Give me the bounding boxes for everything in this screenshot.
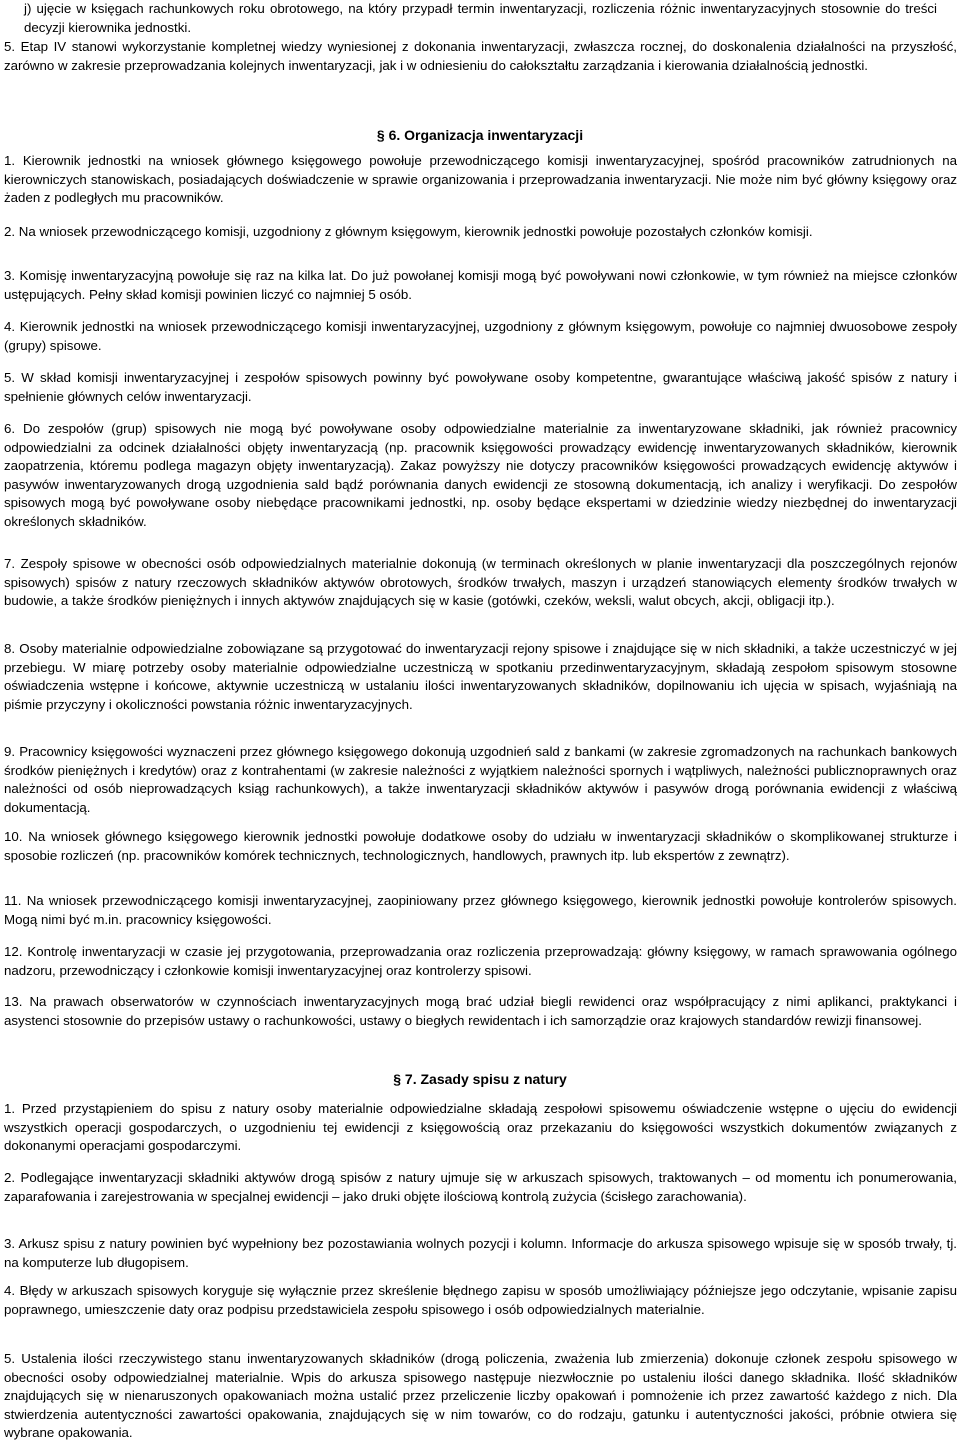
s6-paragraph-4: 4. Kierownik jednostki na wniosek przewodniczącego komisji inwentaryzacyjnej, uzgodniony z głównym księgowym, powołuje co najmniej dwuosobowe zespoły (grupy) spisowe.	[4, 319, 957, 353]
s6-paragraph-10: 10. Na wniosek głównego księgowego kierownik jednostki powołuje dodatkowe osoby do udziału w inwentaryzacji składników o skomplikowanej strukturze i sposobie rozliczeń (np. pracowników komórek technicznych, technologicznych, handlowych, prawnych itp. lub ekspertów z zewnątrz).	[4, 829, 957, 863]
s6-paragraph-5: 5. W skład komisji inwentaryzacyjnej i zespołów spisowych powinny być powoływane osoby kompetentne, gwarantujące właściwą jakość spisów z natury i spełnienie głównych celów inwentaryzacji.	[4, 370, 957, 404]
s6-paragraph-13: 13. Na prawach obserwatorów w czynnościach inwentaryzacyjnych mogą brać udział biegli rewidenci oraz współpracujący z nimi aplikanci, praktykanci i asystenci stosownie do przepisów ustawy o rachunkowości, ustawy o biegłych rewidentach i ich samorządzie oraz krajowych standardów rewizji finansowej.	[4, 994, 957, 1028]
s7-paragraph-4: 4. Błędy w arkuszach spisowych koryguje się wyłącznie przez skreślenie błędnego zapisu w sposób umożliwiający późniejsze jego odczytanie, wpisanie zapisu poprawnego, umieszczenie daty oraz podpisu przedstawiciela zespołu spisowego i osób odpowiedzialnych materialnie.	[4, 1283, 957, 1317]
item-5-paragraph: 5. Etap IV stanowi wykorzystanie kompletnej wiedzy wyniesionej z dokonania inwentaryzacji, zwłaszcza rocznej, do doskonalenia działalności na przyszłość, zarówno w zakresie przeprowadzania kolejnych inwentaryzacji, jak i w odniesieniu do całokształtu zarządzania i kierowania działalnością jednostki.	[4, 39, 957, 73]
s7-paragraph-5: 5. Ustalenia ilości rzeczywistego stanu inwentaryzowanych składników (drogą policzenia, zważenia lub zmierzenia) dokonuje członek zespołu spisowego w obecności osoby odpowiedzialnej materialnie. Wpis do arkusza spisowego następuje niezwłocznie po ustaleniu ilości danego składnika. Ilość składników znajdujących się w nienaruszonych opakowaniach można ustalić przez przeliczenie liczby opakowań i pomnożenie ich przez zawartość każdego z nich. Dla stwierdzenia autentyczności zawartości opakowania, znajdujących się w nim towarów, co do rodzaju, gatunku i autentyczności jakości, próbnie otwiera się wybrane opakowania.	[4, 1351, 957, 1440]
s7-paragraph-1: 1. Przed przystąpieniem do spisu z natury osoby materialnie odpowiedzialne składają zespołowi spisowemu oświadczenie wstępne o ujęciu do ewidencji wszystkich operacji gospodarczych, o uzgodnieniu tej ewidencji z księgowością oraz przekazaniu do księgowości wszystkich dokumentów związanych z dokonanymi operacjami gospodarczymi.	[4, 1101, 957, 1153]
item-j-paragraph: j) ujęcie w księgach rachunkowych roku obrotowego, na który przypadł termin inwentaryzacji, rozliczenia różnic inwentaryzacyjnych stosownie do treści decyzji kierownika jednostki.	[24, 1, 937, 35]
s6-paragraph-12: 12. Kontrolę inwentaryzacji w czasie jej przygotowania, przeprowadzania oraz rozliczenia przeprowadzają: główny księgowy, w ramach sprawowania ogólnego nadzoru, przewodniczący i członkowie komisji inwentaryzacyjnej oraz kontrolerzy spisowi.	[4, 944, 957, 978]
section-7-heading: § 7. Zasady spisu z natury	[393, 1071, 567, 1087]
s6-paragraph-6: 6. Do zespołów (grup) spisowych nie mogą być powoływane osoby odpowiedzialne materialnie za inwentaryzowane składniki, jak również pracownicy odpowiedzialni za odcinek działalności objęty inwentaryzacją (np. pracownik księgowości prowadzący ewidencję inwentaryzowanych składników, kierownik zaopatrzenia, któremu podlega magazyn objęty inwentaryzacją). Zakaz powyższy nie dotyczy pracowników księgowości prowadzących ewidencję aktywów i pasywów inwentaryzowanych drogą uzgodnienia sald bądź porównania danych ewidencji ze stosowną dokumentacją, ich analizy i weryfikacji. Do zespołów spisowych mogą być powoływane osoby niebędące pracownikami jednostki, np. osoby będące ekspertami w dziedzinie wiedzy niezbędnej do inwentaryzacji określonych składników.	[4, 421, 957, 529]
s6-paragraph-8: 8. Osoby materialnie odpowiedzialne zobowiązane są przygotować do inwentaryzacji rejony spisowe i znajdujące się w nich składniki, a także uczestniczyć w jej przebiegu. W miarę potrzeby osoby materialnie odpowiedzialne uczestniczą w spotkaniu przedinwentaryzacyjnym, składają zespołom spisowym stosowne oświadczenia wstępne i końcowe, aktywnie uczestniczą w ustalaniu ilości inwentaryzowanych składników, dopilnowaniu ich ujęcia w spisach, wyjaśniają na piśmie przyczyny i okoliczności powstania różnic inwentaryzacyjnych.	[4, 641, 957, 712]
s6-paragraph-2: 2. Na wniosek przewodniczącego komisji, uzgodniony z głównym księgowym, kierownik jednostki powołuje pozostałych członków komisji.	[4, 224, 813, 239]
s6-paragraph-7: 7. Zespoły spisowe w obecności osób odpowiedzialnych materialnie dokonują (w terminach określonych w planie inwentaryzacji dla poszczególnych rejonów spisowych) spisów z natury rzeczowych składników aktywów obrotowych, środków trwałych, maszyn i urządzeń stanowiących elementy środków trwałych w budowie, a także środków pieniężnych i innych aktywów znajdujących się w kasie (gotówki, czeków, weksli, walut obcych, akcji, obligacji itp.).	[4, 556, 957, 608]
s7-paragraph-3: 3. Arkusz spisu z natury powinien być wypełniony bez pozostawiania wolnych pozycji i kolumn. Informacje do arkusza spisowego wpisuje się w sposób trwały, tj. na komputerze lub długopisem.	[4, 1236, 957, 1270]
s7-paragraph-2: 2. Podlegające inwentaryzacji składniki aktywów drogą spisów z natury ujmuje się w arkuszach spisowych, traktowanych – od momentu ich ponumerowania, zaparafowania i zarejestrowania w specjalnej ewidencji – jako druki objęte ilościową kontrolą zużycia (ścisłego zarachowania).	[4, 1170, 957, 1204]
section-6-heading: § 6. Organizacja inwentaryzacji	[376, 127, 584, 143]
s6-paragraph-11: 11. Na wniosek przewodniczącego komisji inwentaryzacyjnej, zaopiniowany przez głównego księgowego, kierownik jednostki powołuje kontrolerów spisowych. Mogą nimi być m.in. pracownicy księgowości.	[4, 893, 957, 927]
s6-paragraph-1: 1. Kierownik jednostki na wniosek głównego księgowego powołuje przewodniczącego komisji inwentaryzacyjnej, spośród pracowników zatrudnionych na kierowniczych stanowiskach, posiadających doświadczenie w sprawie organizowania i przeprowadzania inwentaryzacji. Nie może nim być główny księgowy oraz żaden z podległych mu pracowników.	[4, 153, 957, 205]
s6-paragraph-9: 9. Pracownicy księgowości wyznaczeni przez głównego księgowego dokonują uzgodnień sald z bankami (w zakresie zgromadzonych na rachunkach bankowych środków pieniężnych i kredytów) oraz z kontrahentami (w zakresie należności z wyjątkiem należności spornych i wątpliwych, należności publicznoprawnych oraz należności od osób nieprowadzących ksiąg rachunkowych), a także inwentaryzacji składników aktywów i pasywów drogą porównania ewidencji z właściwą dokumentacją.	[4, 744, 957, 815]
s6-paragraph-3: 3. Komisję inwentaryzacyjną powołuje się raz na kilka lat. Do już powołanej komisji mogą być powoływani nowi członkowie, w tym również na miejsce członków ustępujących. Pełny skład komisji powinien liczyć co najmniej 5 osób.	[4, 268, 957, 302]
